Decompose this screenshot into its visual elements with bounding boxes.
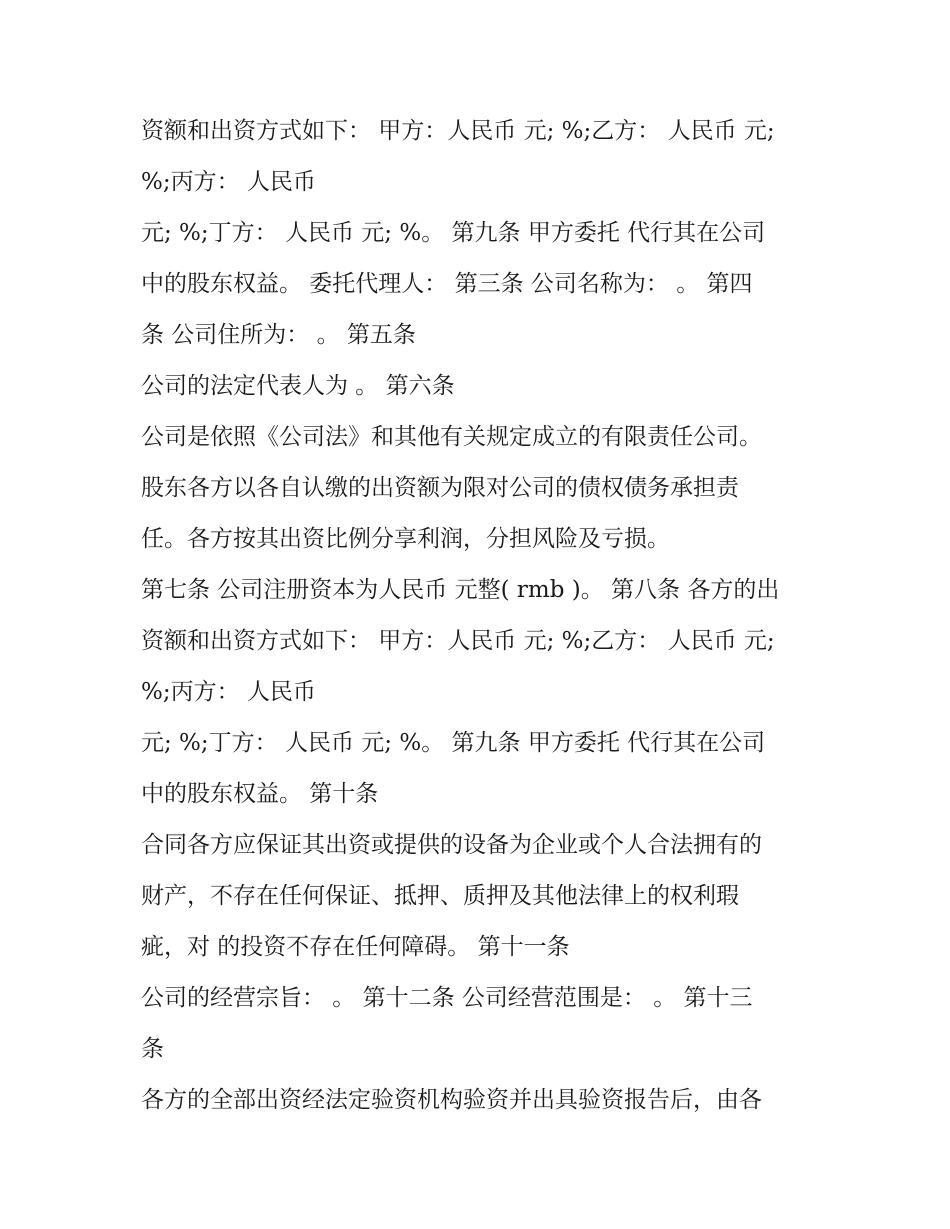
document-body	[141, 106, 821, 1126]
text-line: %;丙方： 人民币	[141, 679, 316, 705]
text-line: 元; %;丁方： 人民币 元; %。 第九条 甲方委托 代行其在公司	[141, 730, 766, 756]
text-line: 各方的全部出资经法定验资机构验资并出具验资报告后，由各	[141, 1087, 762, 1113]
text-line: 第七条 公司注册资本为人民币 元整( rmb )。 第八条 各方的出	[141, 577, 780, 603]
text-line: 公司是依照《公司法》和其他有关规定成立的有限责任公司。	[141, 424, 762, 450]
text-line: 股东各方以各自认缴的出资额为限对公司的债权债务承担责	[141, 475, 739, 501]
text-line: 任。各方按其出资比例分享利润，分担风险及亏损。	[141, 526, 670, 552]
text-line: 疵，对 的投资不存在任何障碍。 第十一条	[141, 934, 570, 960]
text-line: 中的股东权益。 第十条	[141, 781, 379, 807]
text-line: 公司的法定代表人为 。 第六条	[141, 373, 455, 399]
text-line: 条 公司住所为： 。 第五条	[141, 322, 416, 348]
text-line: 条	[141, 1036, 164, 1062]
text-line: %;丙方： 人民币	[141, 169, 316, 195]
text-line: 中的股东权益。 委托代理人： 第三条 公司名称为： 。 第四	[141, 271, 753, 297]
text-line: 资额和出资方式如下： 甲方：人民币 元; %;乙方： 人民币 元;	[141, 118, 775, 144]
text-line: 资额和出资方式如下： 甲方：人民币 元; %;乙方： 人民币 元;	[141, 628, 775, 654]
text-line: 元; %;丁方： 人民币 元; %。 第九条 甲方委托 代行其在公司	[141, 220, 766, 246]
text-line: 公司的经营宗旨： 。 第十二条 公司经营范围是： 。 第十三	[141, 985, 753, 1011]
text-line: 财产，不存在任何保证、抵押、质押及其他法律上的权利瑕	[141, 883, 739, 909]
text-line: 合同各方应保证其出资或提供的设备为企业或个人合法拥有的	[141, 832, 762, 858]
